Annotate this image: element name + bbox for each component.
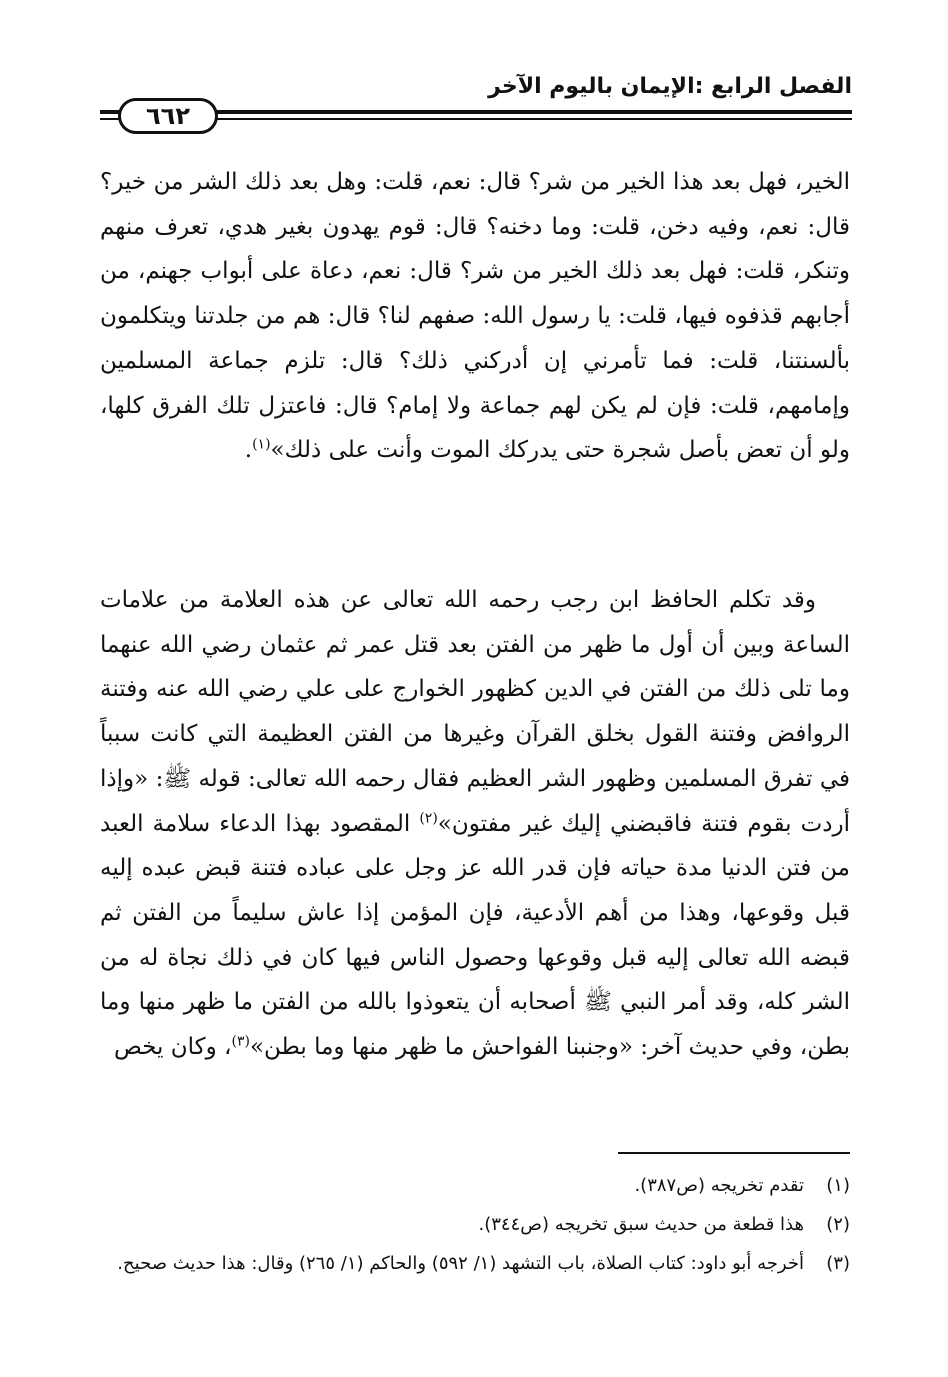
footnote-ref-1: (١) xyxy=(252,436,271,453)
running-title: الفصل الرابع :الإيمان باليوم الآخر xyxy=(488,74,852,99)
footnote-text: أخرجه أبو داود: كتاب الصلاة، باب التشهد (١/ ٥٩٢) والحاكم (١/ ٢٦٥) وقال: هذا حديث صحيح. xyxy=(117,1253,804,1274)
page-number: ٦٦٢ xyxy=(118,98,218,134)
page-header xyxy=(100,70,852,130)
footnote-1 xyxy=(96,1166,850,1205)
footnote-text: هذا قطعة من حديث سبق تخريجه (ص٣٤٤). xyxy=(478,1214,804,1235)
footnote-ref-3: (٣) xyxy=(231,1033,250,1050)
body-paragraph-2 xyxy=(100,578,850,1070)
footnote-3 xyxy=(96,1244,850,1283)
footnote-separator xyxy=(618,1152,850,1154)
paragraph-2-text-a: وقد تكلم الحافظ ابن رجب رحمه الله تعالى عن هذه العلامة من علامات الساعة وبين أن أول ما ظهر من الفتن بعد قتل عمر ثم عثمان رضي الله عنهما وما تلى ذلك من الفتن في الدين كظهور الخوارج على علي رضي الله عنه وفتنة الروافض وفتنة القول بخلق القرآن وغيرها من الفتن العظيمة التي كانت سبباً في تفرق المسلمين وظهور الشر العظيم فقال رحمه الله تعالى: قوله ﷺ: «وإذا أردت بقوم فتنة فاقبضني إليك غير مفتون» xyxy=(100,587,850,837)
footnote-2 xyxy=(96,1205,850,1244)
paragraph-2-text-c: ، وكان يخص xyxy=(114,1034,232,1061)
paragraph-2-text-b: المقصود بهذا الدعاء سلامة العبد من فتن الدنيا مدة حياته فإن قدر الله عز وجل على عباده فتنة قبض عبده إليه قبل وقوعها، وهذا من أهم الأدعية، فإن المؤمن إذا عاش سليماً من الفتن ثم قبضه الله تعالى إليه قبل وقوعها وحصول الناس فيها كان في ذلك نجاة له من الشر كله، وقد أمر النبي ﷺ أصحابه أن يتعوذوا بالله من الفتن ما ظهر منها وما بطن، وفي حديث آخر: «وجنبنا الفواحش ما ظهر منها وما بطن» xyxy=(100,810,850,1061)
footnote-ref-2: (٢) xyxy=(419,809,438,826)
footnotes xyxy=(96,1166,850,1283)
footnote-number: (٣) xyxy=(826,1253,850,1274)
body-paragraph-1 xyxy=(100,160,850,473)
footnote-number: (١) xyxy=(826,1175,850,1196)
paragraph-1-text: الخير، فهل بعد هذا الخير من شر؟ قال: نعم، قلت: وهل بعد ذلك الشر من خير؟ قال: نعم، وفيه دخن، قلت: وما دخنه؟ قال: قوم يهدون بغير هدي، تعرف منهم وتنكر، قلت: فهل بعد ذلك الخير من شر؟ قال: نعم، دعاة على أبواب جهنم، من أجابهم قذفوه فيها، قلت: يا رسول الله: صفهم لنا؟ قال: هم من جلدتنا ويتكلمون بألسنتنا، قلت: فما تأمرني إن أدركني ذلك؟ قال: تلزم جماعة المسلمين وإمامهم، قلت: فإن لم يكن لهم جماعة ولا إمام؟ قال: فاعتزل تلك الفرق كلها، ولو أن تعض بأصل شجرة حتى يدركك الموت وأنت على ذلك» xyxy=(100,169,850,464)
footnote-number: (٢) xyxy=(826,1214,850,1235)
footnote-text: تقدم تخريجه (ص٣٨٧). xyxy=(634,1175,804,1196)
paragraph-1-end: . xyxy=(244,437,253,464)
